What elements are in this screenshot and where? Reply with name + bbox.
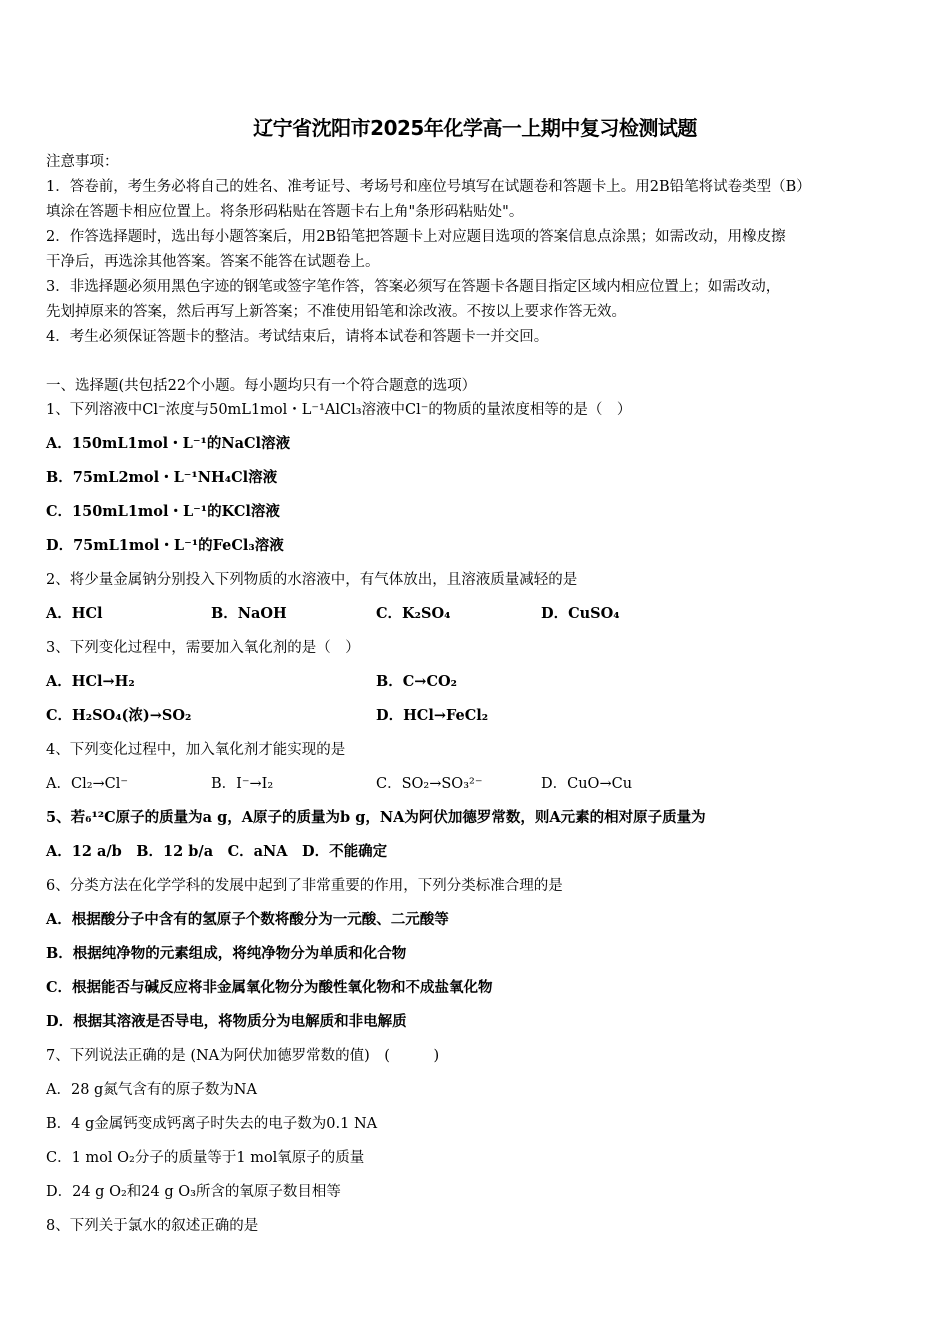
- answer-option: B．C→CO₂: [376, 673, 457, 690]
- answer-option: D．CuO→Cu: [541, 776, 633, 792]
- notice-line: 2．作答选择题时，选出每小题答案后，用2B铅笔把答题卡上对应题目选项的答案信息点涂黑；如需改动，用橡皮擦: [46, 229, 786, 245]
- notice-line: 填涂在答题卡相应位置上。将条形码粘贴在答题卡右上角"条形码粘贴处"。: [46, 204, 524, 220]
- answer-option: C．SO₂→SO₃²⁻: [376, 776, 483, 792]
- option-row: [46, 671, 916, 705]
- answer-option: B．根据纯净物的元素组成，将纯净物分为单质和化合物: [46, 945, 407, 962]
- answer-option: A．HCl→H₂: [46, 673, 135, 690]
- question-stem: 8、下列关于氯水的叙述正确的是: [46, 1218, 259, 1234]
- option-row: [46, 603, 916, 637]
- answer-option: A．根据酸分子中含有的氢原子个数将酸分为一元酸、二元酸等: [46, 911, 449, 928]
- option-row: [46, 501, 916, 535]
- answer-option: C．根据能否与碱反应将非金属氧化物分为酸性氧化物和不成盐氧化物: [46, 979, 493, 996]
- answer-option: B．NaOH: [211, 605, 287, 622]
- answer-option: A．HCl: [46, 605, 103, 622]
- option-row: [46, 1011, 916, 1045]
- question-stem: 5、若₆¹²C原子的质量为a g，A原子的质量为b g，NA为阿伏加德罗常数，则A元素的相对原子质量为: [46, 809, 706, 826]
- question-stem: 4、下列变化过程中，加入氧化剂才能实现的是: [46, 742, 346, 758]
- notice-line: 3．非选择题必须用黑色字迹的钢笔或签字笔作答，答案必须写在答题卡各题目指定区域内相应位置上；如需改动，: [46, 279, 781, 295]
- option-row: [46, 773, 916, 807]
- answer-option: C．K₂SO₄: [376, 605, 451, 622]
- answer-option: C．H₂SO₄(浓)→SO₂: [46, 707, 192, 724]
- answer-option: A．12 a/b B．12 b/a C．aNA D．不能确定: [46, 843, 388, 860]
- answer-option: C．150mL1mol・L⁻¹的KCl溶液: [46, 503, 280, 520]
- option-row: [46, 535, 916, 569]
- option-row: [46, 1113, 916, 1147]
- question-stem: 3、下列变化过程中，需要加入氧化剂的是（ ）: [46, 640, 360, 656]
- option-row: [46, 467, 916, 501]
- option-row: [46, 1181, 916, 1215]
- notice-line: 1．答卷前，考生务必将自己的姓名、准考证号、考场号和座位号填写在试题卷和答题卡上。用2B铅笔将试卷类型（B）: [46, 179, 811, 195]
- option-row: [46, 943, 916, 977]
- question-list: [46, 399, 916, 1249]
- question-stem: 2、将少量金属钠分别投入下列物质的水溶液中，有气体放出，且溶液质量减轻的是: [46, 572, 578, 588]
- answer-option: D．根据其溶液是否导电，将物质分为电解质和非电解质: [46, 1013, 407, 1030]
- notice-block: [46, 150, 908, 350]
- option-row: [46, 705, 916, 739]
- answer-option: B．75mL2mol・L⁻¹NH₄Cl溶液: [46, 469, 278, 486]
- section-heading: 一、选择题(共包括22个小题。每小题均只有一个符合题意的选项）: [46, 378, 477, 394]
- notice-line: 4．考生必须保证答题卡的整洁。考试结束后，请将本试卷和答题卡一并交回。: [46, 329, 549, 345]
- notice-heading: 注意事项：: [46, 154, 119, 170]
- option-row: [46, 977, 916, 1011]
- answer-option: A．28 g氮气含有的原子数为NA: [46, 1082, 257, 1098]
- option-row: [46, 433, 916, 467]
- answer-option: C．1 mol O₂分子的质量等于1 mol氧原子的质量: [46, 1150, 365, 1166]
- answer-option: B．I⁻→I₂: [211, 776, 274, 792]
- page-title: 辽宁省沈阳市2025年化学高一上期中复习检测试题: [253, 116, 697, 140]
- option-row: [46, 909, 916, 943]
- question-stem: 1、下列溶液中Cl⁻浓度与50mL1mol・L⁻¹AlCl₃溶液中Cl⁻的物质的量浓度相等的是（ ）: [46, 402, 632, 418]
- answer-option: A．150mL1mol・L⁻¹的NaCl溶液: [46, 435, 291, 452]
- option-row: [46, 1147, 916, 1181]
- answer-option: A．Cl₂→Cl⁻: [46, 776, 129, 792]
- answer-option: D．24 g O₂和24 g O₃所含的氧原子数目相等: [46, 1184, 341, 1200]
- option-row: [46, 1079, 916, 1113]
- option-row: [46, 841, 916, 875]
- answer-option: B．4 g金属钙变成钙离子时失去的电子数为0.1 NA: [46, 1116, 378, 1132]
- answer-option: D．CuSO₄: [541, 605, 620, 622]
- question-stem: 7、下列说法正确的是 (NA为阿伏加德罗常数的值) ( ): [46, 1048, 440, 1064]
- notice-line: 干净后，再选涂其他答案。答案不能答在试题卷上。: [46, 254, 380, 270]
- notice-line: 先划掉原来的答案，然后再写上新答案；不准使用铅笔和涂改液。不按以上要求作答无效。: [46, 304, 626, 320]
- answer-option: D．75mL1mol・L⁻¹的FeCl₃溶液: [46, 537, 284, 554]
- answer-option: D．HCl→FeCl₂: [376, 707, 489, 724]
- question-stem: 6、分类方法在化学学科的发展中起到了非常重要的作用，下列分类标准合理的是: [46, 878, 563, 894]
